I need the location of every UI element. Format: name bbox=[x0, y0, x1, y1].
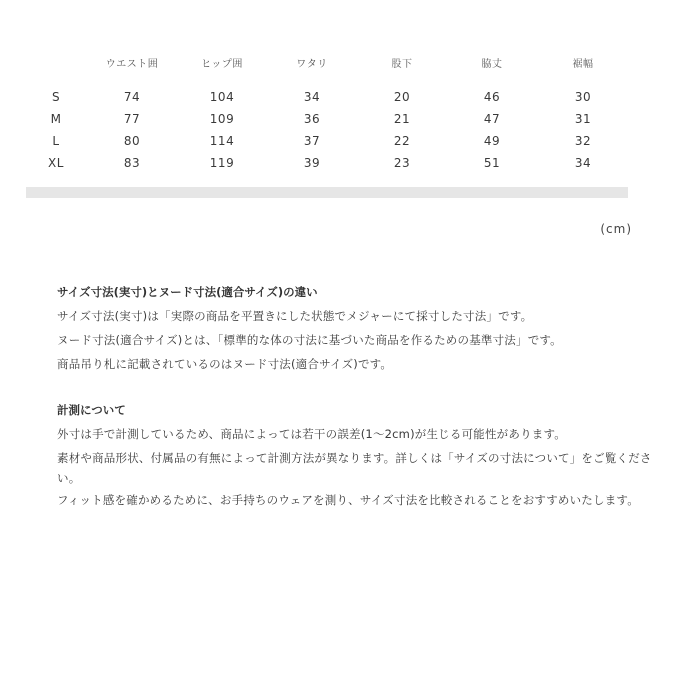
table-cell: 39 bbox=[303, 156, 321, 170]
notes-section bbox=[57, 280, 657, 532]
table-cell: 34 bbox=[303, 90, 321, 104]
table-cell: 30 bbox=[574, 90, 592, 104]
table-cell: 77 bbox=[123, 112, 141, 126]
header-thigh: ワタリ bbox=[296, 59, 328, 70]
table-cell: 46 bbox=[483, 90, 501, 104]
table-header-row bbox=[26, 52, 628, 78]
note-line: フィット感を確かめるために、お手持ちのウェアを測り、サイズ寸法を比較されることをおすすめいたします。 bbox=[57, 493, 639, 507]
header-waist: ウエスト囲 bbox=[105, 59, 159, 70]
table-cell: 80 bbox=[123, 134, 141, 148]
note-line: 素材や商品形状、付属品の有無によって計測方法が異なります。詳しくは「サイズの寸法について」をご覧ください。 bbox=[57, 451, 652, 485]
note-line: ヌード寸法(適合サイズ)とは、「標準的な体の寸法に基づいた商品を作るための基準寸法」です。 bbox=[57, 333, 562, 347]
table-cell: 32 bbox=[574, 134, 592, 148]
table-cell: 74 bbox=[123, 90, 141, 104]
note-line: 外寸は手で計測しているため、商品によっては若干の誤差(1〜2cm)が生じる可能性があります。 bbox=[57, 427, 566, 441]
table-cell: 51 bbox=[483, 156, 501, 170]
header-side-length: 脇丈 bbox=[481, 59, 503, 70]
table-cell: 104 bbox=[209, 90, 235, 104]
size-table bbox=[26, 52, 628, 174]
table-cell: 21 bbox=[393, 112, 411, 126]
header-hem-width: 裾幅 bbox=[572, 59, 594, 70]
table-cell: 109 bbox=[209, 112, 235, 126]
table-cell: 37 bbox=[303, 134, 321, 148]
table-cell: 36 bbox=[303, 112, 321, 126]
table-cell: 114 bbox=[209, 134, 235, 148]
table-cell: 22 bbox=[393, 134, 411, 148]
size-label: L bbox=[52, 134, 60, 148]
size-label: S bbox=[51, 90, 61, 104]
table-row bbox=[26, 152, 628, 174]
table-cell: 23 bbox=[393, 156, 411, 170]
table-cell: 83 bbox=[123, 156, 141, 170]
measurement-section bbox=[57, 398, 657, 510]
table-row bbox=[26, 86, 628, 108]
table-cell: 20 bbox=[393, 90, 411, 104]
size-difference-section bbox=[57, 280, 657, 376]
size-label: XL bbox=[48, 156, 64, 170]
table-row bbox=[26, 130, 628, 152]
note-line: サイズ寸法(実寸)は「実際の商品を平置きにした状態でメジャーにて採寸した寸法」です。 bbox=[57, 309, 533, 323]
unit-label: (cm) bbox=[600, 222, 632, 236]
section-title: 計測について bbox=[57, 403, 126, 417]
table-cell: 31 bbox=[574, 112, 592, 126]
table-scrollbar[interactable] bbox=[26, 187, 628, 198]
table-cell: 119 bbox=[209, 156, 235, 170]
note-line: 商品吊り札に記載されているのはヌード寸法(適合サイズ)です。 bbox=[57, 357, 393, 371]
table-cell: 47 bbox=[483, 112, 501, 126]
table-row bbox=[26, 108, 628, 130]
table-cell: 34 bbox=[574, 156, 592, 170]
size-label: M bbox=[50, 112, 62, 126]
header-inseam: 股下 bbox=[391, 59, 413, 70]
header-hip: ヒップ囲 bbox=[201, 59, 243, 70]
section-title: サイズ寸法(実寸)とヌード寸法(適合サイズ)の違い bbox=[57, 285, 318, 299]
table-cell: 49 bbox=[483, 134, 501, 148]
